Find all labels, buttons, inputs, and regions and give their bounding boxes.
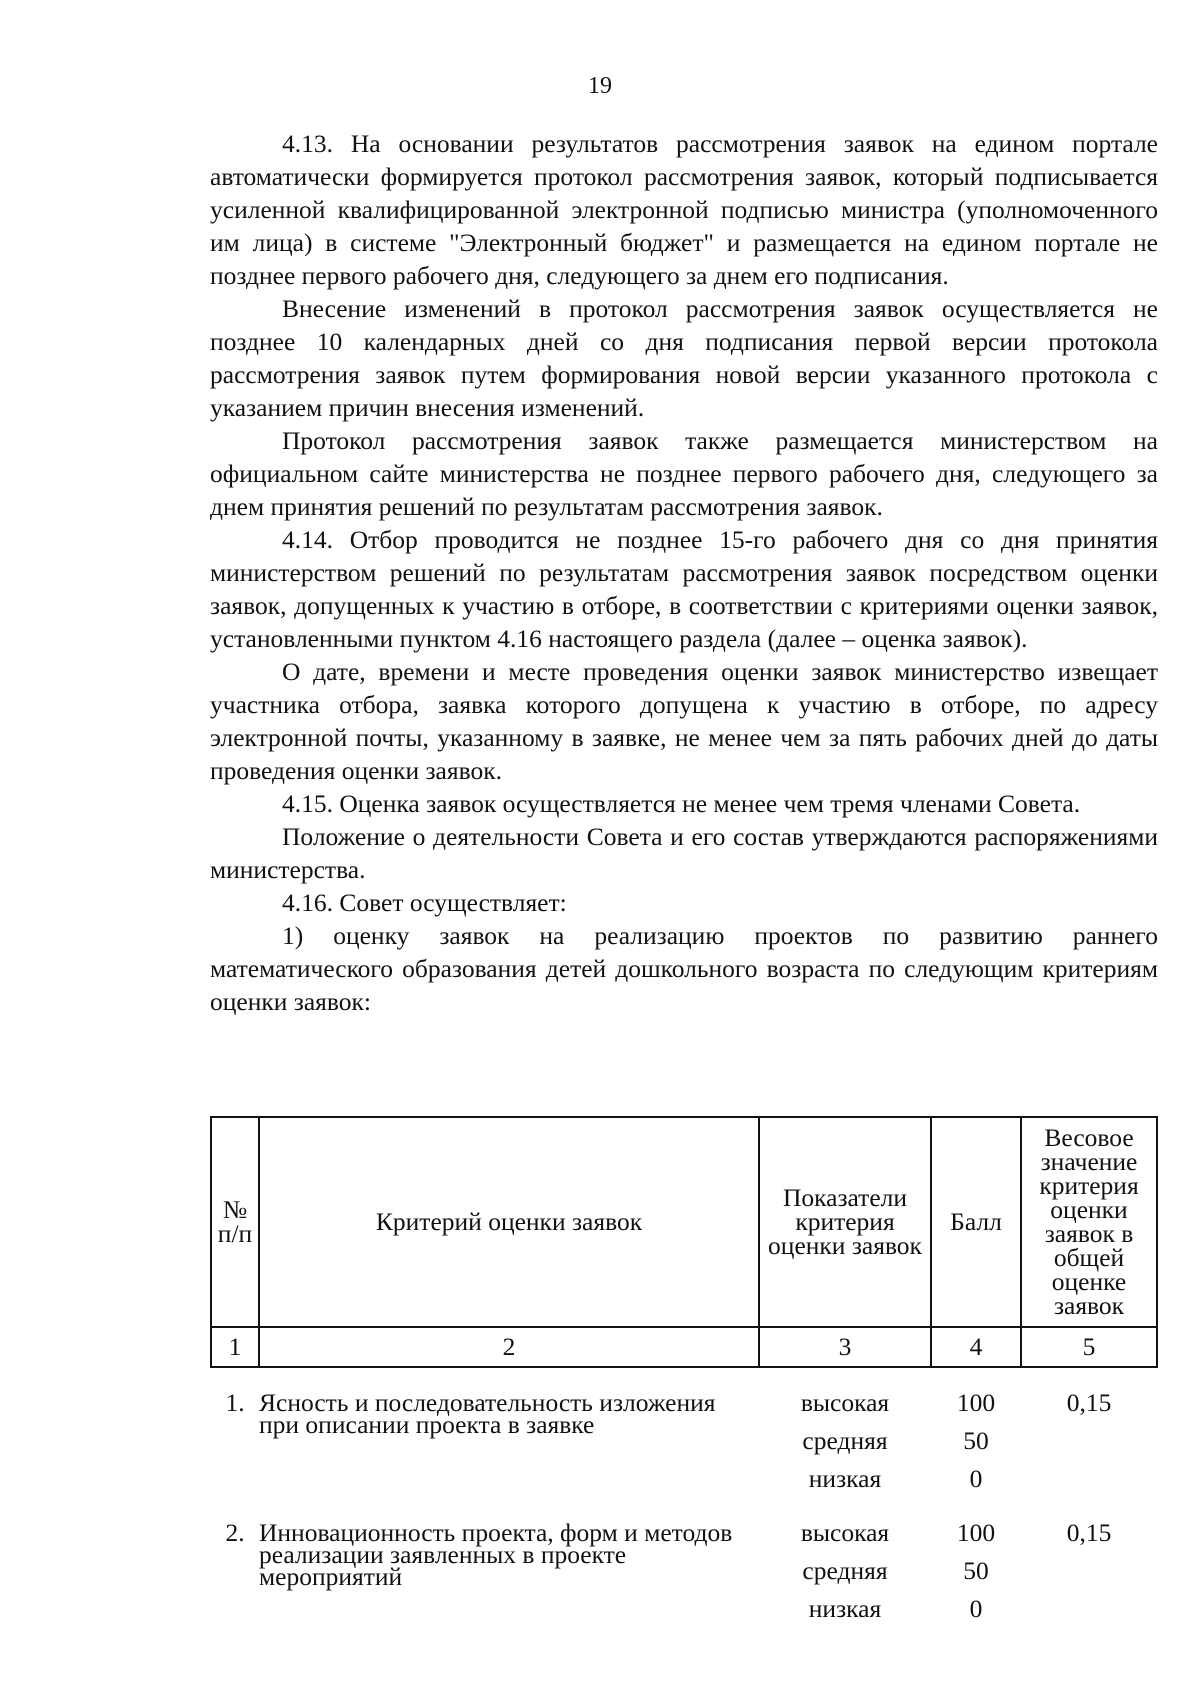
score-value: 0 [969,1594,983,1623]
column-number: 3 [759,1327,931,1367]
row-number: 2. [225,1518,245,1547]
header-score: Балл [931,1117,1021,1327]
header-criterion: Критерий оценки заявок [259,1117,759,1327]
score-value: 100 [956,1388,996,1417]
row-criterion: Инновационность проекта, форм и методов реализации заявленных в проекте мероприятий [259,1518,733,1591]
indicator-value: средняя [802,1556,888,1585]
indicator-value: низкая [808,1594,882,1623]
paragraph-4-16: 4.16. Совет осуществляет: [282,888,567,917]
indicator-value: высокая [800,1518,890,1547]
row-weight: 0,15 [1066,1388,1112,1417]
indicator-value: высокая [800,1388,890,1417]
paragraph-4-13: 4.13. На основании результатов рассмотрения заявок на едином портале автоматически формируется протокол рассмотрения заявок, который подписывается усиленной квалифицированной электронной подписью министра (уполномоченного им лица) в системе "Электронный бюджет" и размещается на едином портале не позднее первого рабочего дня, следующего за днем его подписания. [210,129,1158,290]
paragraph-evaluation-intro: 1) оценку заявок на реализацию проектов по развитию раннего математического образования детей дошкольного возраста по следующим критериям оценки заявок: [210,921,1158,1016]
table-header-row [211,1117,1157,1327]
criteria-table [210,1116,1158,1628]
row-indicators [759,1512,931,1628]
document-body [210,127,1158,1018]
table-row [211,1382,1157,1498]
column-number: 1 [211,1327,259,1367]
column-number: 2 [259,1327,759,1367]
column-number: 4 [931,1327,1021,1367]
paragraph-protocol-publication: Протокол рассмотрения заявок также размещается министерством на официальном сайте министерства не позднее первого рабочего дня, следующего за днем принятия решений по результатам рассмотрения заявок. [210,426,1158,521]
column-numbers-row [211,1327,1157,1367]
table-row [211,1512,1157,1628]
row-indicators [759,1382,931,1498]
header-indicators: Показатели критерия оценки заявок [759,1117,931,1327]
score-value: 50 [963,1426,989,1455]
header-weight: Весовое значение критерия оценки заявок в общей оценке заявок [1021,1117,1157,1327]
row-number: 1. [225,1388,245,1417]
paragraph-protocol-changes: Внесение изменений в протокол рассмотрения заявок осуществляется не позднее 10 календарных дней со дня подписания первой версии протокола рассмотрения заявок путем формирования новой версии указанного протокола с указанием причин внесения изменений. [210,294,1158,422]
indicator-value: средняя [802,1426,888,1455]
paragraph-4-14: 4.14. Отбор проводится не позднее 15-го рабочего дня со дня принятия министерством решений по результатам рассмотрения заявок посредством оценки заявок, допущенных к участию в отборе, в соответствии с критериями оценки заявок, установленными пунктом 4.16 настоящего раздела (далее – оценка заявок). [210,525,1158,653]
row-scores [931,1512,1021,1628]
row-criterion: Ясность и последовательность изложения при описании проекта в заявке [259,1388,716,1439]
column-number: 5 [1021,1327,1157,1367]
paragraph-4-15: 4.15. Оценка заявок осуществляется не менее чем тремя членами Совета. [282,789,1081,818]
paragraph-notification: О дате, времени и месте проведения оценки заявок министерство извещает участника отбора, заявка которого допущена к участию в отборе, по адресу электронной почты, указанному в заявке, не менее чем за пять рабочих дней до даты проведения оценки заявок. [210,657,1158,785]
indicator-value: низкая [808,1464,882,1493]
score-value: 100 [956,1518,996,1547]
score-value: 0 [969,1464,983,1493]
row-weight: 0,15 [1066,1518,1112,1547]
page-number: 19 [588,73,612,99]
header-num: № п/п [211,1117,259,1327]
paragraph-council-regulation: Положение о деятельности Совета и его состав утверждаются распоряжениями министерства. [210,822,1158,884]
row-scores [931,1382,1021,1498]
score-value: 50 [963,1556,989,1585]
